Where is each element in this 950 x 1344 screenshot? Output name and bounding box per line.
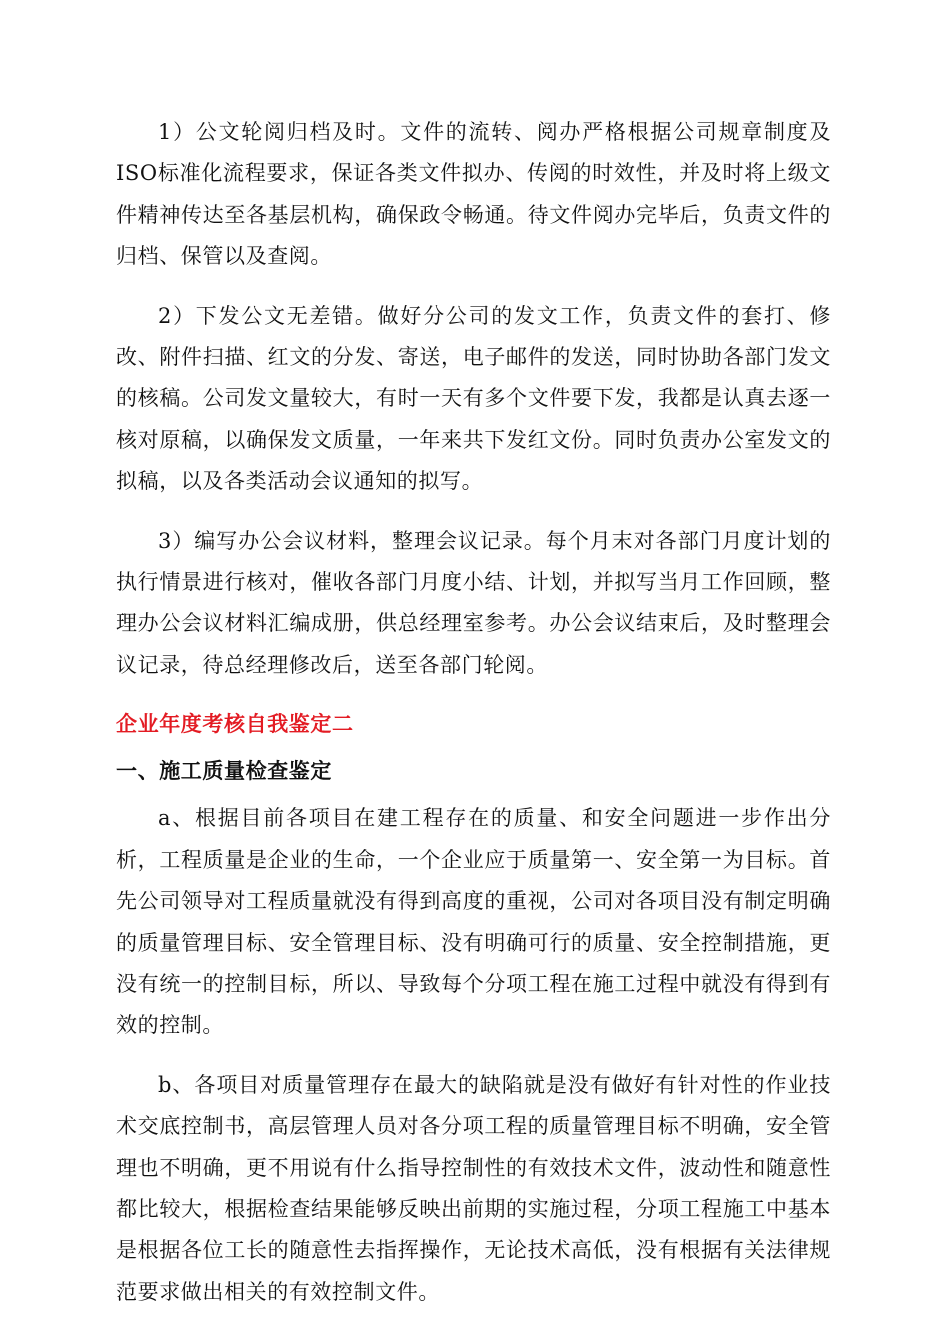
paragraph-quality-a: a、根据目前各项目在建工程存在的质量、和安全问题进一步作出分析，工程质量是企业的生命，一个企业应于质量第一、安全第一为目标。首先公司领导对工程质量就没有得到高度的重视，公司对各项目没有制定明确的质量管理目标、安全管理目标、没有明确可行的质量、安全控制措施，更没有统一的控制目标，所以、导致每个分项工程在施工过程中就没有得到有效的控制。 — [116, 806, 831, 1038]
subsection-title: 一、施工质量检查鉴定 — [116, 759, 332, 784]
paragraph-meeting: 3）编写办公会议材料，整理会议记录。每个月末对各部门月度计划的执行情景进行核对，催收各部门月度小结、计划，并拟写当月工作回顾，整理办公会议材料汇编成册，供总经理室参考。办公会议结束后，及时整理会议记录，待总经理修改后，送至各部门轮阅。 — [116, 528, 831, 677]
section-title: 企业年度考核自我鉴定二 — [116, 712, 354, 737]
paragraph-quality-b: b、各项目对质量管理存在最大的缺陷就是没有做好有针对性的作业技术交底控制书，高层管理人员对各分项工程的质量管理目标不明确，安全管理也不明确，更不用说有什么指导控制性的有效技术文件，波动性和随意性都比较大，根据检查结果能够反映出前期的实施过程，分项工程施工中基本是根据各位工长的随意性去指挥操作，无论技术高低，没有根据有关法律规范要求做出相关的有效控制文件。 — [116, 1072, 831, 1304]
paragraph-archiving: 1）公文轮阅归档及时。文件的流转、阅办严格根据公司规章制度及ISO标准化流程要求，保证各类文件拟办、传阅的时效性，并及时将上级文件精神传达至各基层机构，确保政令畅通。待文件阅办完毕后，负责文件的归档、保管以及查阅。 — [116, 120, 831, 269]
paragraph-issuing: 2）下发公文无差错。做好分公司的发文工作，负责文件的套打、修改、附件扫描、红文的分发、寄送，电子邮件的发送，同时协助各部门发文的核稿。公司发文量较大，有时一天有多个文件要下发，我都是认真去逐一核对原稿，以确保发文质量，一年来共下发红文份。同时负责办公室发文的拟稿，以及各类活动会议通知的拟写。 — [116, 303, 831, 494]
